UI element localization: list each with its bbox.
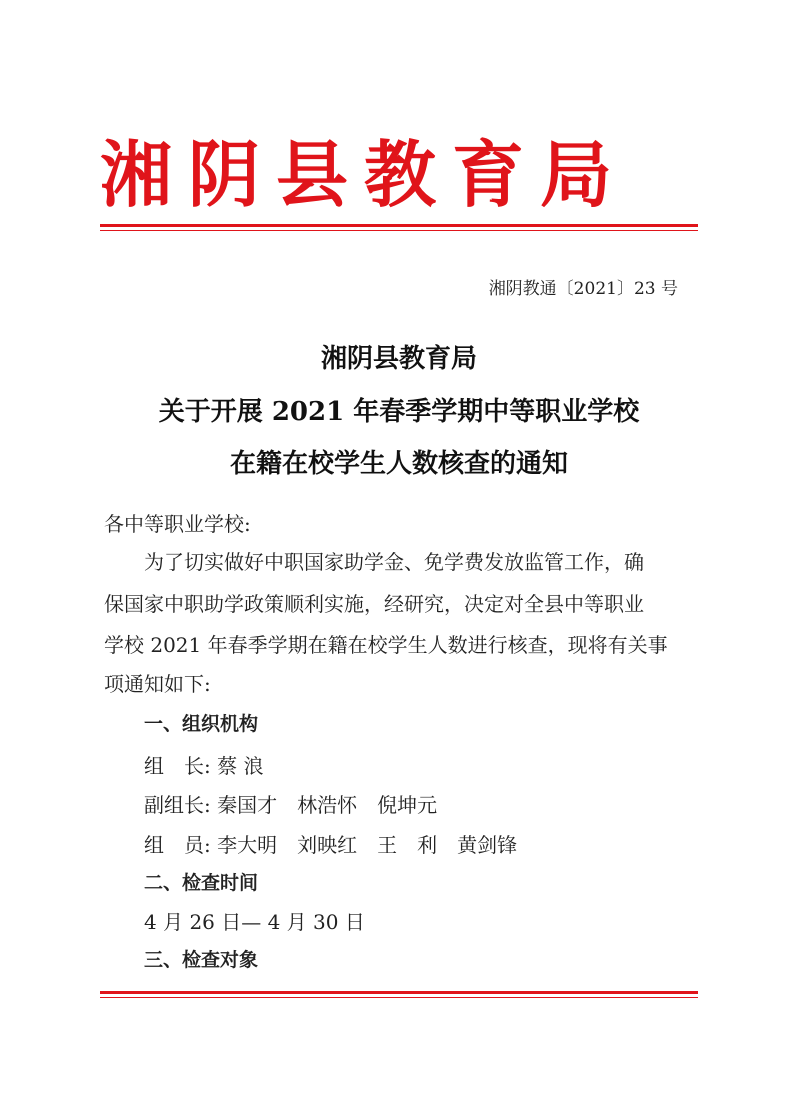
paragraph-line: 保国家中职助学政策顺利实施，经研究，决定对全县中等职业 xyxy=(104,592,644,616)
document-number: 湘阴教通〔2021〕23 号 xyxy=(488,279,678,299)
section-line: 组 长: 蔡 浪 xyxy=(144,754,264,778)
paragraph-line: 学校 2021 年春季学期在籍在校学生人数进行核查，现将有关事 xyxy=(104,633,668,657)
document-title-line-1: 湘阴县教育局 xyxy=(320,344,477,374)
footer-red-rule xyxy=(100,991,698,994)
header-red-rule xyxy=(100,224,698,227)
section-line: 副组长: 秦国才 林浩怀 倪坤元 xyxy=(144,793,438,817)
issuer-header: 湘阴县教育局 xyxy=(100,132,629,217)
section-heading: 二、检查时间 xyxy=(144,872,259,894)
section-line: 组 员: 李大明 刘映红 王 利 黄剑锋 xyxy=(144,833,518,857)
section-line: 4 月 26 日— 4 月 30 日 xyxy=(144,910,365,934)
paragraph-line: 为了切实做好中职国家助学金、免学费发放监管工作，确 xyxy=(144,550,644,574)
document-title-line-2: 关于开展 2021 年春季学期中等职业学校 xyxy=(158,397,640,427)
paragraph-line: 项通知如下: xyxy=(104,672,211,696)
section-heading: 三、检查对象 xyxy=(144,949,259,971)
footer-red-rule-thin xyxy=(100,997,698,998)
section-heading: 一、组织机构 xyxy=(144,713,259,735)
salutation: 各中等职业学校: xyxy=(104,512,251,536)
header-red-rule-thin xyxy=(100,230,698,231)
document-title-line-3: 在籍在校学生人数核查的通知 xyxy=(229,449,568,479)
